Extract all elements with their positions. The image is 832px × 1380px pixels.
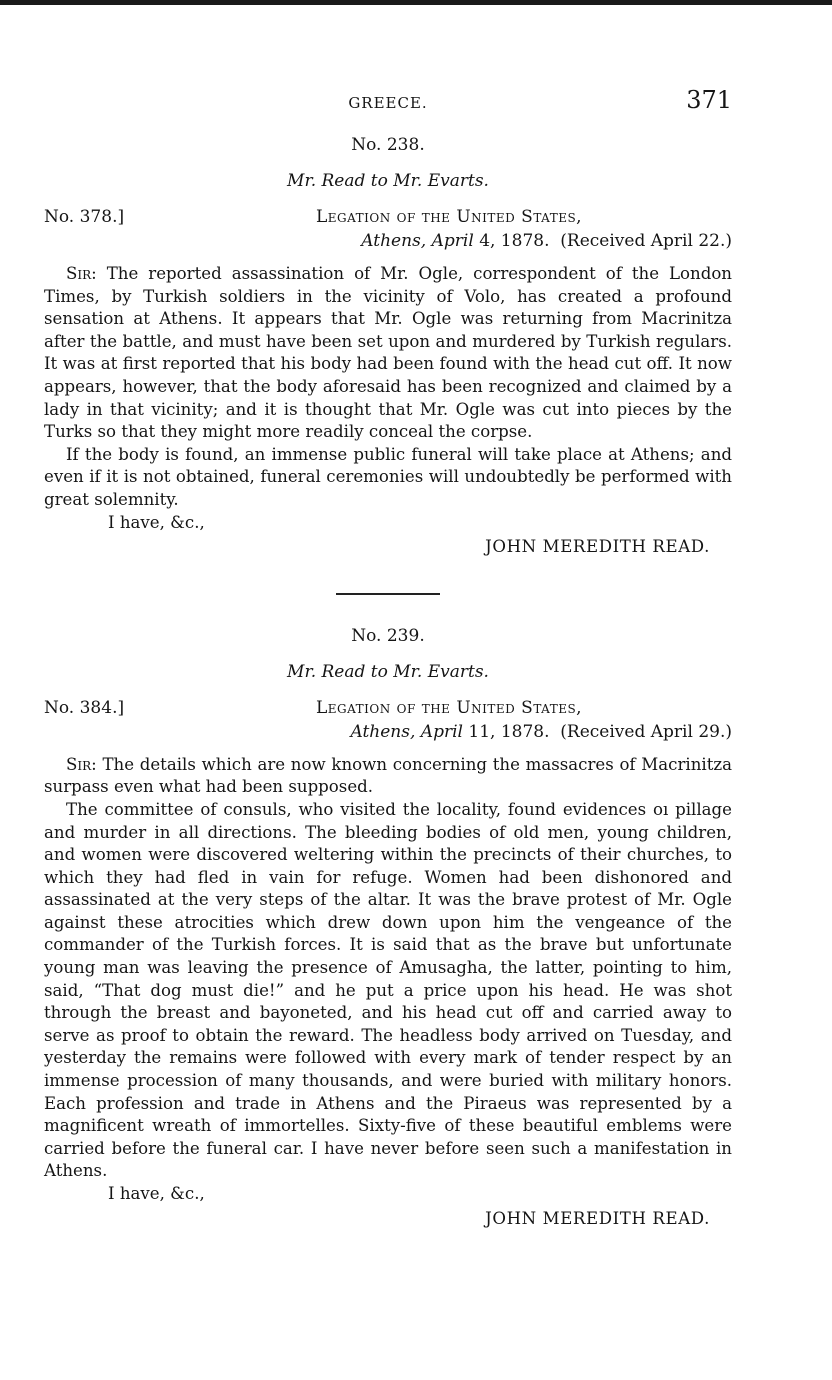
letter-body xyxy=(44,754,732,1183)
dateline-place: Athens, xyxy=(361,231,427,251)
dateline-date: 11, 1878. xyxy=(468,721,550,742)
dispatch-number: No. 378.] xyxy=(44,207,125,227)
document-number: No. 239. xyxy=(351,625,425,646)
running-title: GREECE. xyxy=(348,94,428,112)
paragraph-text: The reported assassination of Mr. Ogle, correspondent of the London Times, by Turkish soldiers in the vicinity of Volo, has created a profound sensation at Athens. It appears that Mr. Ogle was returning from Macrinitza after the battle, and must have been set upon and murdered by Turkish regulars. It was at first reported that his body had been found with the head cut off. It now appears, however, that the body aforesaid has been recognized and claimed by a lady in that vicinity; and it is thought that Mr. Ogle was cut into pieces by the Turks so that they might more readily conceal the corpse. xyxy=(44,264,732,442)
dateline xyxy=(350,722,732,742)
legation-line: Legation of the United States, xyxy=(316,697,583,718)
signature: JOHN MEREDITH READ. xyxy=(485,537,710,557)
dateline-month: April xyxy=(431,231,474,251)
document-number: No. 238. xyxy=(351,135,425,155)
dateline-month: April xyxy=(420,721,463,742)
dateline-date: 4, 1878. xyxy=(479,231,550,251)
page-number: 371 xyxy=(686,86,732,114)
letter-238 xyxy=(44,135,732,559)
closing: I have, &c., xyxy=(108,1184,205,1203)
paragraph: The committee of consuls, who visited the locality, found evidences oı pillage and murder in all directions. The bleeding bodies of old men, young children, and women were discovered weltering within the precincts of their churches, to which they had fled in vain for refuge. Women had been dishonored and assassinated at the very steps of the altar. It was the brave protest of Mr. Ogle against these atrocities which drew down upon him the vengeance of the commander of the Turkish forces. It is said that as the brave but unfortunate young man was leaving the presence of Amusagha, the latter, pointing to him, said, “That dog must die!” and he put a price upon his head. He was shot through the breast and bayoneted, and his head cut off and carried away to serve as proof to obtain the reward. The headless body arrived on Tuesday, and yesterday the remains were followed with every mark of tender respect by an immense procession of many thousands, and were buried with military honors. Each profession and trade in Athens and the Piraeus was represented by a magnificent wreath of immortelles. Sixty-five of these beautiful emblems were carried before the funeral car. I have never before seen such a manifestation in Athens. xyxy=(44,799,732,1181)
paragraph xyxy=(44,754,732,799)
salutation: Sir: xyxy=(66,264,97,283)
document-heading: Mr. Read to Mr. Evarts. xyxy=(287,171,489,191)
document-heading: Mr. Read to Mr. Evarts. xyxy=(287,661,489,682)
legation-line: Legation of the United States, xyxy=(316,207,583,227)
salutation: Sir: xyxy=(66,754,97,774)
dateline-place: Athens, xyxy=(350,721,416,742)
letter-header xyxy=(44,207,732,263)
paragraph: If the body is found, an immense public funeral will take place at Athens; and even if it is not obtained, funeral ceremonies will undoubtedly be performed with great solemnity. xyxy=(44,444,732,509)
letter-body xyxy=(44,263,732,512)
document-page xyxy=(44,86,732,1230)
dispatch-number: No. 384.] xyxy=(44,697,125,718)
running-head xyxy=(44,86,732,126)
paragraph xyxy=(44,263,732,444)
received-date: (Received April 29.) xyxy=(560,721,732,742)
paragraph-text: The details which are now known concerning the massacres of Macrinitza surpass even what had been supposed. xyxy=(44,754,732,797)
section-divider xyxy=(336,593,440,595)
received-date: (Received April 22.) xyxy=(560,231,732,251)
closing: I have, &c., xyxy=(108,512,205,532)
dateline xyxy=(361,231,732,251)
signature: JOHN MEREDITH READ. xyxy=(485,1208,710,1228)
letter-header xyxy=(44,698,732,754)
top-border-rule xyxy=(0,0,832,5)
letter-239 xyxy=(44,626,732,1230)
